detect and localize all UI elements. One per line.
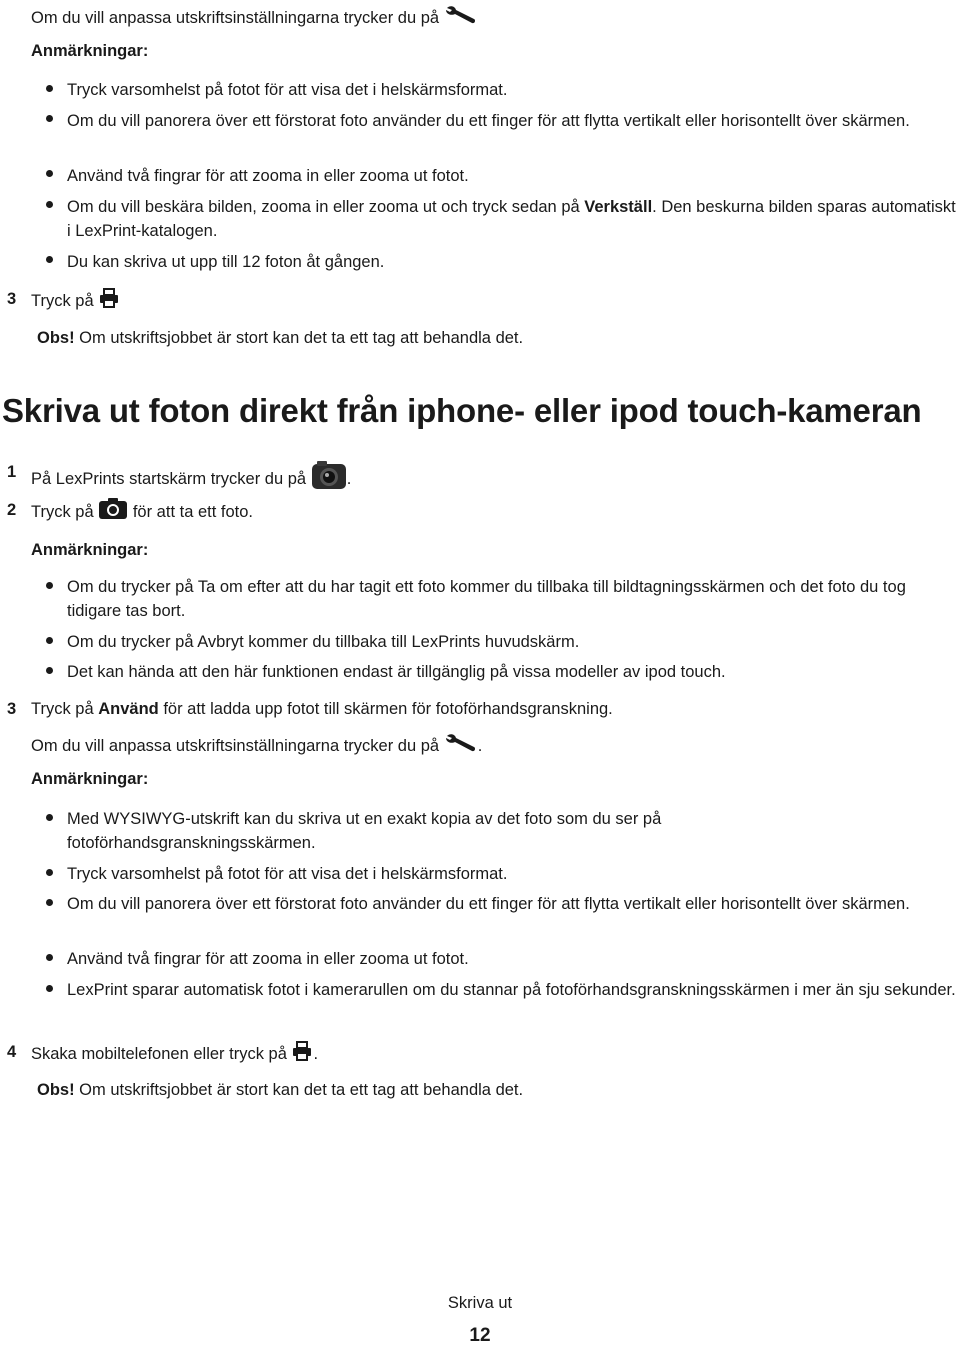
step-number: 4 — [7, 1043, 17, 1061]
bullet — [46, 115, 53, 122]
step-number: 2 — [7, 501, 17, 519]
step-text: Tryck på Använd för att ladda upp fotot till skärmen för fotoförhandsgranskning. — [31, 700, 613, 718]
list-item: Det kan hända att den här funktionen endast är tillgänglig på vissa modeller av ipod touch. — [67, 663, 726, 681]
bullet — [46, 869, 53, 876]
step-text: Tryck på för att ta ett foto. — [31, 498, 253, 527]
list-item: Tryck varsomhelst på fotot för att visa det i helskärmsformat. — [67, 865, 508, 883]
printer-icon — [291, 1040, 313, 1069]
bullet — [46, 170, 53, 177]
bullet — [46, 582, 53, 589]
bullet — [46, 814, 53, 821]
obs-note: Obs! Om utskriftsjobbet är stort kan det ta ett tag att behandla det. — [37, 329, 524, 347]
wrench-icon — [444, 732, 478, 761]
list-item: Om du vill beskära bilden, zooma in eller zooma ut och tryck sedan på Verkställ. Den beskurna bilden sparas automatiskt i LexPrint-katalogen. — [67, 198, 956, 240]
section-heading: Skriva ut foton direkt från iphone- eller ipod touch-kameran — [2, 392, 922, 429]
bullet — [46, 954, 53, 961]
bullet — [46, 85, 53, 92]
settings-instruction: Om du vill anpassa utskriftsinställningarna trycker du på — [31, 4, 478, 33]
list-item: Om du trycker på Avbryt kommer du tillbaka till LexPrints huvudskärm. — [67, 633, 580, 651]
bullet — [46, 637, 53, 644]
bullet — [46, 667, 53, 674]
footer-section-name: Skriva ut — [447, 1294, 513, 1312]
step-text: Tryck på — [31, 287, 120, 316]
bullet — [46, 985, 53, 992]
list-item: Om du vill panorera över ett förstorat foto använder du ett finger för att flytta vertikalt eller horisontellt över skärmen. — [67, 895, 910, 913]
step-text: På LexPrints startskärm trycker du på . — [31, 460, 351, 497]
settings-instruction: Om du vill anpassa utskriftsinställningarna trycker du på . — [31, 732, 482, 761]
step-number: 3 — [7, 290, 17, 308]
step-number: 3 — [7, 700, 17, 718]
obs-note: Obs! Om utskriftsjobbet är stort kan det ta ett tag att behandla det. — [37, 1081, 524, 1099]
bullet — [46, 899, 53, 906]
notes-heading: Anmärkningar: — [31, 770, 149, 788]
step-number: 1 — [7, 463, 17, 481]
camera-icon — [98, 498, 128, 527]
bullet — [46, 201, 53, 208]
list-item: Använd två fingrar för att zooma in eller zooma ut fotot. — [67, 167, 469, 185]
notes-heading: Anmärkningar: — [31, 42, 149, 60]
list-item: Om du trycker på Ta om efter att du har tagit ett foto kommer du tillbaka till bildtagningsskärmen och det foto du tog tidigare tas bort. — [67, 578, 906, 620]
list-item: Tryck varsomhelst på fotot för att visa det i helskärmsformat. — [67, 81, 508, 99]
printer-icon — [98, 287, 120, 316]
page-number: 12 — [469, 1325, 491, 1346]
list-item: Använd två fingrar för att zooma in eller zooma ut fotot. — [67, 950, 469, 968]
wrench-icon — [444, 4, 478, 33]
list-item: Om du vill panorera över ett förstorat foto använder du ett finger för att flytta vertikalt eller horisontellt över skärmen. — [67, 112, 910, 130]
list-item: Du kan skriva ut upp till 12 foton åt gången. — [67, 253, 385, 271]
notes-heading: Anmärkningar: — [31, 541, 149, 559]
camera-app-icon — [311, 460, 347, 497]
list-item: Med WYSIWYG-utskrift kan du skriva ut en exakt kopia av det foto som du ser på fotoförhandsgranskningsskärmen. — [67, 810, 662, 852]
bullet — [46, 256, 53, 263]
step-text: Skaka mobiltelefonen eller tryck på . — [31, 1040, 318, 1069]
list-item: LexPrint sparar automatisk fotot i kamerarullen om du stannar på fotoförhandsgranskningsskärmen i mer än sju sekunder. — [67, 981, 956, 999]
